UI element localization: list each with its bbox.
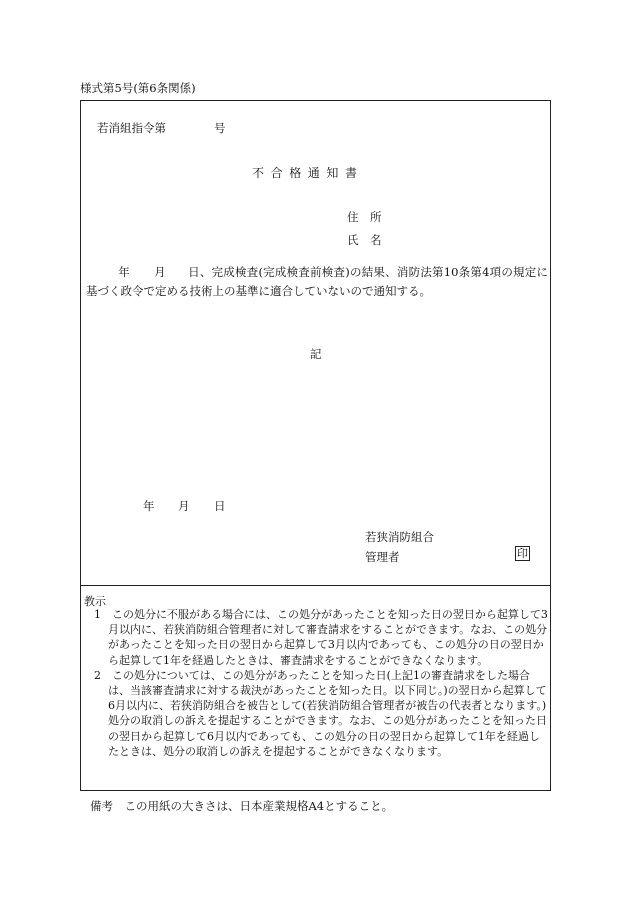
issuer-org: 若狭消防組合: [365, 530, 434, 544]
address-label: 住 所: [347, 210, 382, 224]
doc-number-suffix: 号: [214, 121, 226, 135]
date-year: 年: [143, 499, 155, 513]
doc-number-prefix: 若消組指令第: [97, 121, 166, 135]
notice-body: [86, 263, 548, 301]
name-label: 氏 名: [347, 233, 382, 247]
seal-mark: 印: [517, 547, 528, 560]
body-year: 年: [118, 265, 130, 279]
body-month: 月: [153, 265, 166, 279]
form-label: 様式第5号(第6条関係): [80, 81, 196, 95]
date-month: 月: [178, 499, 190, 513]
document-title: 不合格通知書: [252, 166, 364, 180]
instruction-item-2: 2 この処分については、この処分があったことを知った日(上記1の審査請求をした場合は、当該審査請求に対する裁決があったことを知った日。以下同じ。)の翌日から起算して6月以内に、若狭消防組合を被告として(若狭消防組合管理者が被告の代表者となります。)処分の取消しの訴えを提起することができます。なお、この処分があったことを知った日の翌日から起算して6月以内であっても、この処分の日の翌日から起算して1年を経過したときは、処分の取消しの訴えを提起することができなくなります。: [94, 668, 548, 758]
ki-label: 記: [310, 347, 322, 361]
issuer-role: 管理者: [365, 550, 400, 564]
instruction-heading: 教示: [84, 595, 106, 608]
date-day: 日: [214, 499, 226, 513]
instruction-divider: [80, 585, 551, 586]
body-text: 日、完成検査(完成検査前検査)の結果、消防法第10条第4項の規定に基づく政令で定める技術上の基準に適合していないので通知する。: [86, 265, 549, 298]
instruction-list: [94, 607, 549, 759]
instruction-item-1: 1 この処分に不服がある場合には、この処分があったことを知った日の翌日から起算して3月以内に、若狭消防組合管理者に対して審査請求をすることができます。なお、この処分があったことを知った日の翌日から起算して3月以内であっても、この処分の日の翌日から起算して1年を経過したときは、審査請求をすることができなくなります。: [94, 608, 548, 667]
remarks-note: 備考 この用紙の大きさは、日本産業規格A4とすること。: [90, 799, 394, 813]
